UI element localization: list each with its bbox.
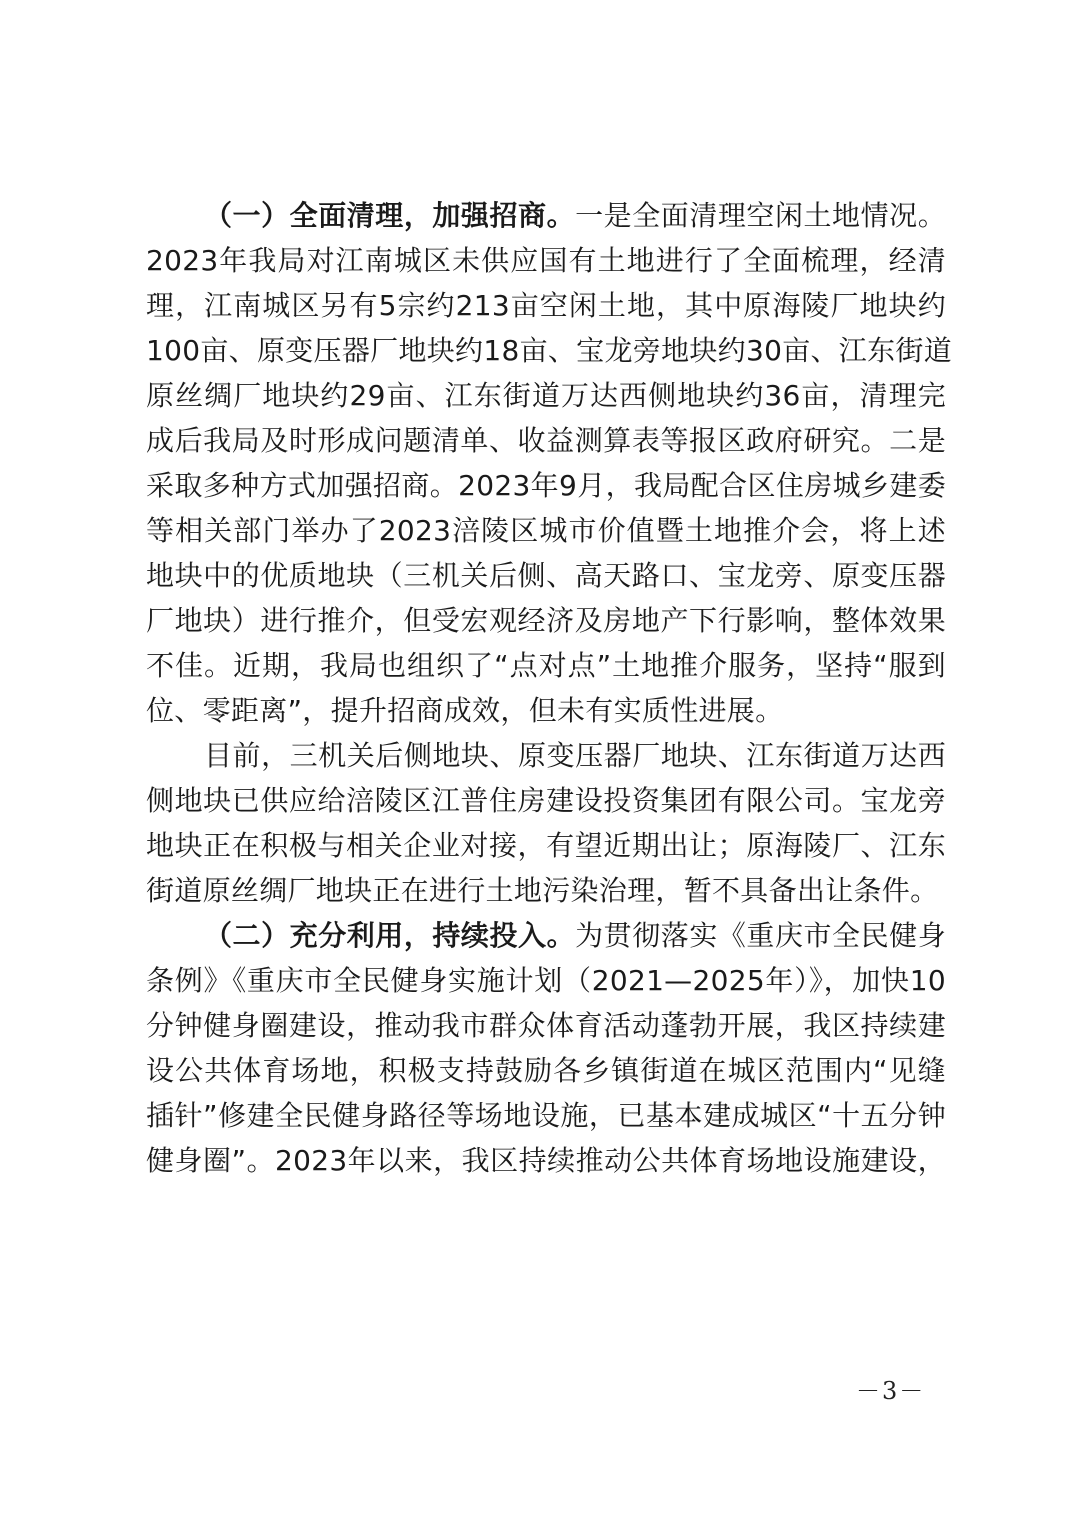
section-heading: （二）充分利用，持续投入。	[204, 919, 576, 952]
text-line: 分钟健身圈建设，推动我市群众体育活动蓬勃开展，我区持续建	[146, 1009, 946, 1042]
text-line: 目前，三机关后侧地块、原变压器厂地块、江东街道万达西	[204, 739, 946, 772]
text-line: 地块中的优质地块（三机关后侧、高天路口、宝龙旁、原变压器	[146, 559, 946, 592]
paragraph-3	[146, 913, 946, 1183]
text-line: 设公共体育场地，积极支持鼓励各乡镇街道在城区范围内“见缝	[146, 1054, 946, 1087]
text-line: 侧地块已供应给涪陵区江普住房建设投资集团有限公司。宝龙旁	[146, 784, 946, 817]
line-text: 为贯彻落实《重庆市全民健身	[575, 919, 946, 952]
section-heading: （一）全面清理，加强招商。	[204, 199, 576, 232]
text-line: 2023年我局对江南城区未供应国有土地进行了全面梳理，经清	[146, 244, 946, 277]
text-line: 厂地块）进行推介，但受宏观经济及房地产下行影响，整体效果	[146, 604, 946, 637]
document-body	[146, 193, 953, 1183]
text-line	[146, 193, 946, 238]
text-line: 采取多种方式加强招商。2023年9月，我局配合区住房城乡建委	[146, 469, 946, 502]
paragraph-2	[146, 733, 946, 913]
text-line: 条例》《重庆市全民健身实施计划（2021—2025年）》，加快10	[146, 964, 946, 997]
text-line: 位、零距离”，提升招商成效，但未有实质性进展。	[146, 694, 784, 727]
text-line: 街道原丝绸厂地块正在进行土地污染治理，暂不具备出让条件。	[146, 874, 939, 907]
line-text: 一是全面清理空闲土地情况。	[575, 199, 946, 232]
text-line: 理，江南城区另有5宗约213亩空闲土地，其中原海陵厂地块约	[146, 289, 946, 322]
paragraph-1	[146, 193, 953, 733]
text-line: 成后我局及时形成问题清单、收益测算表等报区政府研究。二是	[146, 424, 946, 457]
text-line: 100亩、原变压器厂地块约18亩、宝龙旁地块约30亩、江东街道	[146, 334, 953, 367]
text-line: 不佳。近期，我局也组织了“点对点”土地推介服务，坚持“服到	[146, 649, 946, 682]
page-number: －3－	[856, 1377, 926, 1405]
text-line: 插针”修建全民健身路径等场地设施，已基本建成城区“十五分钟	[146, 1099, 946, 1132]
text-line: 等相关部门举办了2023涪陵区城市价值暨土地推介会，将上述	[146, 514, 946, 547]
text-line: 健身圈”。2023年以来，我区持续推动公共体育场地设施建设，	[146, 1144, 946, 1177]
text-line: 地块正在积极与相关企业对接，有望近期出让；原海陵厂、江东	[146, 829, 946, 862]
text-line	[146, 913, 946, 958]
text-line: 原丝绸厂地块约29亩、江东街道万达西侧地块约36亩，清理完	[146, 379, 946, 412]
